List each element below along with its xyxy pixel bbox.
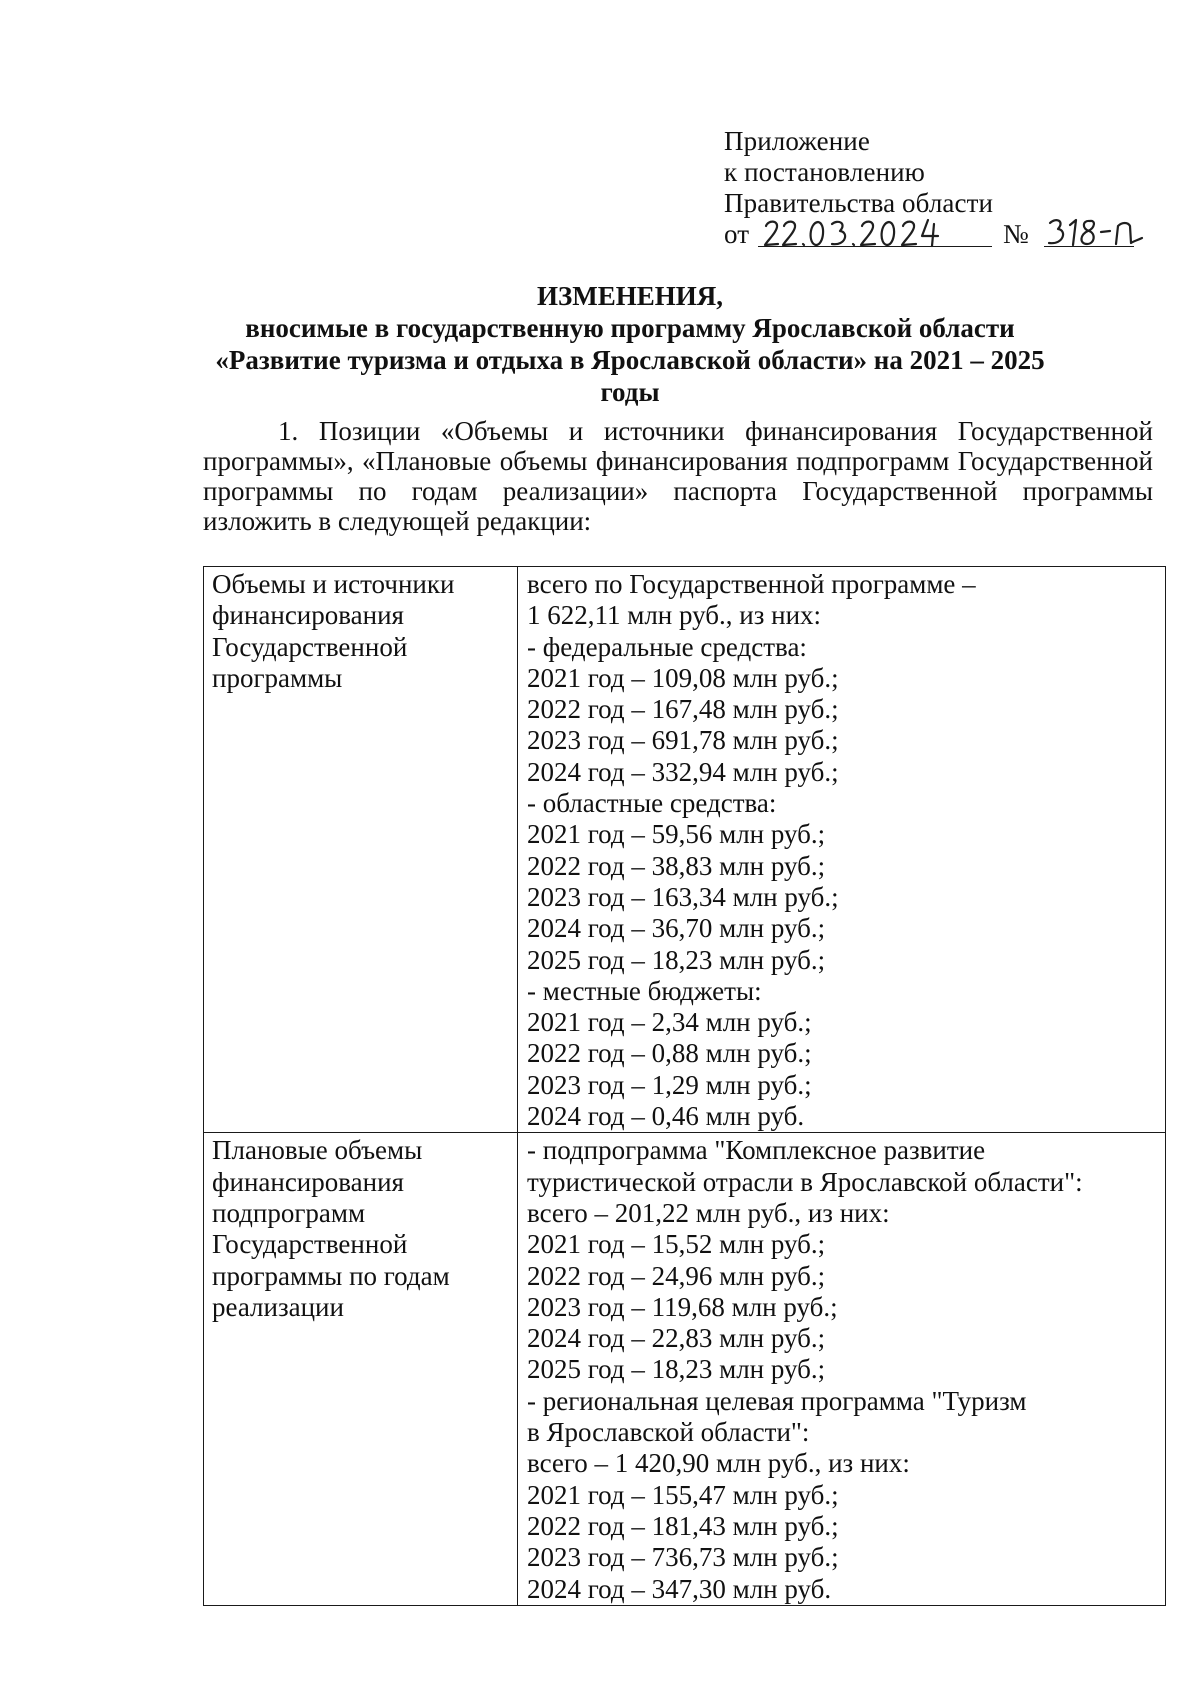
value-line: - региональная целевая программа "Туризм <box>527 1385 1027 1416</box>
number-prefix: № <box>1003 219 1029 249</box>
label-line: программы <box>212 662 343 693</box>
appendix-line-2: к постановлению <box>724 157 925 187</box>
handwritten-number <box>1046 214 1156 250</box>
value-line: 2025 год – 18,23 млн руб.; <box>527 1354 826 1385</box>
row-label-cell <box>204 1133 518 1605</box>
document-title-block <box>190 280 1070 408</box>
value-line: 2023 год – 1,29 млн руб.; <box>527 1069 812 1100</box>
value-line: - областные средства: <box>527 788 777 819</box>
value-line: - местные бюджеты: <box>527 975 762 1006</box>
value-line: 2022 год – 38,83 млн руб.; <box>527 850 826 881</box>
row-label-cell <box>204 567 518 1133</box>
body-paragraph <box>203 416 1153 536</box>
value-line: 2022 год – 24,96 млн руб.; <box>527 1260 826 1291</box>
label-line: Плановые объемы <box>212 1135 423 1166</box>
appendix-line-3: Правительства области <box>724 188 994 218</box>
appendix-block <box>724 126 1144 250</box>
label-line: программы по годам <box>212 1260 450 1291</box>
label-line: Государственной <box>212 1229 408 1260</box>
table-row <box>204 1133 1166 1605</box>
value-line: 2021 год – 2,34 млн руб.; <box>527 1007 812 1038</box>
row-value-cell <box>518 567 1166 1133</box>
label-line: Объемы и источники <box>212 569 455 599</box>
label-line: Государственной <box>212 631 408 662</box>
value-line: - федеральные средства: <box>527 631 807 662</box>
value-line: 2023 год – 736,73 млн руб.; <box>527 1542 839 1573</box>
value-line: 2025 год – 18,23 млн руб.; <box>527 944 826 975</box>
value-line: 1 622,11 млн руб., из них: <box>527 600 822 631</box>
handwritten-date <box>762 216 994 250</box>
appendix-date-number-line <box>724 219 1144 250</box>
document-subtitle-line-2: «Развитие туризма и отдыха в Ярославской области» на 2021 – 2025 годы <box>215 345 1045 407</box>
value-line: 2022 год – 0,88 млн руб.; <box>527 1038 812 1069</box>
document-subtitle-line-1: вносимые в государственную программу Ярославской области <box>245 313 1015 343</box>
appendix-line-1: Приложение <box>724 126 870 156</box>
value-line: туристической отрасли в Ярославской области": <box>527 1166 1083 1197</box>
label-line: реализации <box>212 1291 344 1322</box>
value-line: всего по Государственной программе – <box>527 569 976 599</box>
value-line: 2023 год – 119,68 млн руб.; <box>527 1291 838 1322</box>
value-line: 2024 год – 332,94 млн руб.; <box>527 756 839 787</box>
value-line: 2024 год – 36,70 млн руб.; <box>527 913 826 944</box>
label-line: подпрограмм <box>212 1197 366 1228</box>
value-line: 2024 год – 347,30 млн руб. <box>527 1573 832 1604</box>
value-line: 2022 год – 167,48 млн руб.; <box>527 694 839 725</box>
label-line: финансирования <box>212 600 404 631</box>
label-line: финансирования <box>212 1166 404 1197</box>
value-line: 2024 год – 0,46 млн руб. <box>527 1101 805 1132</box>
value-line: 2024 год – 22,83 млн руб.; <box>527 1323 826 1354</box>
date-prefix: от <box>724 219 750 249</box>
table-row <box>204 567 1166 1133</box>
row-value-cell <box>518 1133 1166 1605</box>
document-heading: ИЗМЕНЕНИЯ, <box>536 281 723 311</box>
value-line: 2021 год – 155,47 млн руб.; <box>527 1479 839 1510</box>
value-line: 2021 год – 109,08 млн руб.; <box>527 662 839 693</box>
value-line: 2021 год – 15,52 млн руб.; <box>527 1229 826 1260</box>
value-line: всего – 201,22 млн руб., из них: <box>527 1197 890 1228</box>
value-line: 2022 год – 181,43 млн руб.; <box>527 1510 839 1541</box>
financing-table <box>203 566 1166 1606</box>
value-line: 2023 год – 691,78 млн руб.; <box>527 725 839 756</box>
value-line: - подпрограмма "Комплексное развитие <box>527 1135 986 1166</box>
value-line: 2023 год – 163,34 млн руб.; <box>527 881 839 912</box>
value-line: 2021 год – 59,56 млн руб.; <box>527 819 826 850</box>
value-line: всего – 1 420,90 млн руб., из них: <box>527 1448 910 1479</box>
paragraph-text: 1. Позиции «Объемы и источники финансирования Государственной программы», «Плановые объемы финансирования подпрограмм Государственной программы по годам реализации» паспорта Государственной программы изложить в следующей редакции: <box>203 416 1153 536</box>
value-line: в Ярославской области": <box>527 1417 810 1448</box>
